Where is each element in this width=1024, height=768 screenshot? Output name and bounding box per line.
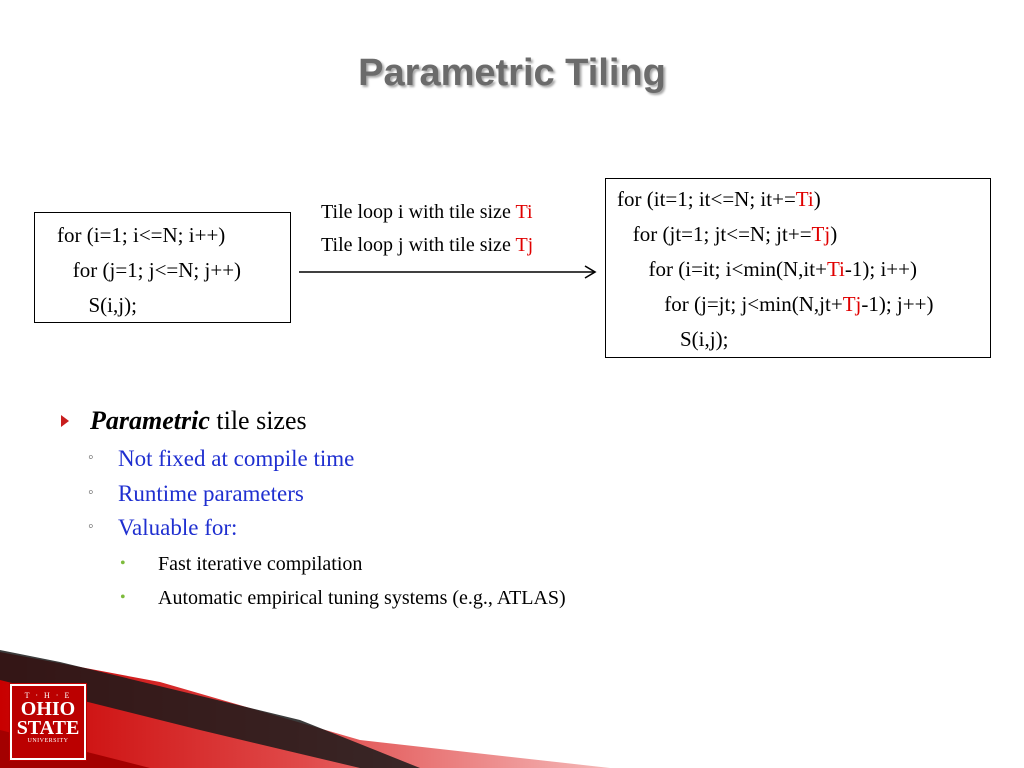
tile-loop-j-annotation: Tile loop j with tile size Tj <box>321 234 534 256</box>
code-line: S(i,j); <box>617 327 729 351</box>
code-line: for (j=1; j<=N; j++) <box>57 258 242 282</box>
tj-param: Tj <box>515 234 534 256</box>
circle-bullet-icon: ◦ <box>88 518 94 535</box>
circle-bullet-icon: ◦ <box>88 484 94 501</box>
code-line: for (it=1; it<=N; it+=Ti) <box>617 187 821 211</box>
footer-swoosh-decoration <box>0 640 1024 768</box>
transform-arrow-icon <box>298 262 600 282</box>
tile-loop-i-annotation: Tile loop i with tile size Ti <box>321 201 533 223</box>
slide-title: Parametric Tiling <box>358 52 666 94</box>
code-line: S(i,j); <box>57 293 137 317</box>
code-line: for (i=it; i<min(N,it+Ti-1); i++) <box>617 257 917 281</box>
code-line: for (j=jt; j<min(N,jt+Tj-1); j++) <box>617 292 934 316</box>
code-line: for (jt=1; jt<=N; jt+=Tj) <box>617 222 838 246</box>
ti-param: Ti <box>515 201 533 223</box>
emphasis-text: Parametric <box>90 406 210 435</box>
ohio-state-logo: T · H · E OHIO STATE UNIVERSITY <box>10 684 86 760</box>
code-line: for (i=1; i<=N; i++) <box>57 223 226 247</box>
circle-bullet-icon: ◦ <box>88 449 94 466</box>
tiled-loop-code-box <box>605 178 991 358</box>
original-loop-code-box <box>34 212 291 323</box>
triangle-bullet-icon <box>60 414 70 428</box>
dot-bullet-icon: • <box>120 555 126 572</box>
dot-bullet-icon: • <box>120 589 126 606</box>
